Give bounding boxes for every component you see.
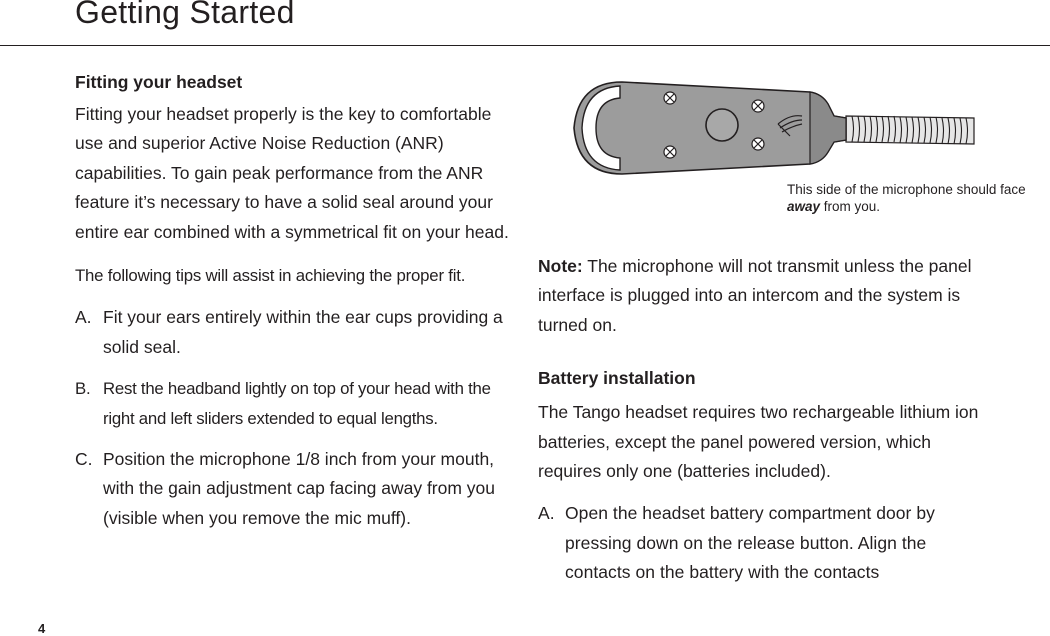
right-column: [538, 252, 983, 600]
list-marker: B.: [75, 379, 91, 399]
list-marker: C.: [75, 449, 93, 470]
battery-paragraph: The Tango headset requires two rechargeable lithium ion batteries, except the panel powered version, which requires only one (batteries included).: [538, 402, 979, 482]
note-paragraph: [538, 252, 983, 340]
fitting-heading: Fitting your headset: [75, 72, 243, 92]
battery-heading: Battery installation: [538, 368, 696, 389]
list-marker: A.: [538, 503, 555, 524]
tips-intro-paragraph: The following tips will assist in achieving the proper fit.: [75, 266, 466, 286]
battery-steps-list: [538, 499, 983, 587]
list-item: [75, 374, 515, 433]
caption-text: This side of the microphone should face: [787, 182, 1026, 197]
list-item-text: Rest the headband lightly on top of your head with the right and left sliders extended to equal lengths.: [103, 379, 491, 428]
list-item: [75, 445, 515, 533]
page-number: 4: [38, 621, 46, 636]
list-item: [75, 303, 515, 362]
fitting-steps-list: [75, 303, 515, 533]
page-header: [0, 0, 1050, 46]
list-marker: A.: [75, 307, 92, 328]
note-label: Note:: [538, 256, 583, 276]
note-text: The microphone will not transmit unless the panel interface is plugged into an intercom and the system is turned on.: [538, 256, 972, 335]
list-item-text: Position the microphone 1/8 inch from your mouth, with the gain adjustment cap facing away from you (visible when you remove the mic muff).: [103, 449, 496, 528]
caption-emphasis: away: [787, 199, 821, 214]
figure-caption: [787, 181, 1050, 215]
page-title: Getting Started: [75, 0, 295, 30]
microphone-boom-illustration-icon: [560, 78, 980, 178]
list-item: [538, 499, 983, 587]
fitting-intro-paragraph: Fitting your headset properly is the key to comfortable use and superior Active Noise Reduction (ANR) capabilities. To gain peak performance from the ANR feature it’s necessary to have a solid seal around your entire ear combined with a symmetrical fit on your head.: [75, 104, 509, 242]
microphone-figure: [560, 78, 980, 178]
gain-cap: [706, 109, 738, 141]
list-item-text: Open the headset battery compartment door by pressing down on the release button. Align the contacts on the battery with the contacts: [565, 503, 935, 583]
list-item-text: Fit your ears entirely within the ear cups providing a solid seal.: [103, 307, 503, 357]
caption-text-end: from you.: [820, 199, 881, 214]
fitting-section: [75, 68, 515, 545]
